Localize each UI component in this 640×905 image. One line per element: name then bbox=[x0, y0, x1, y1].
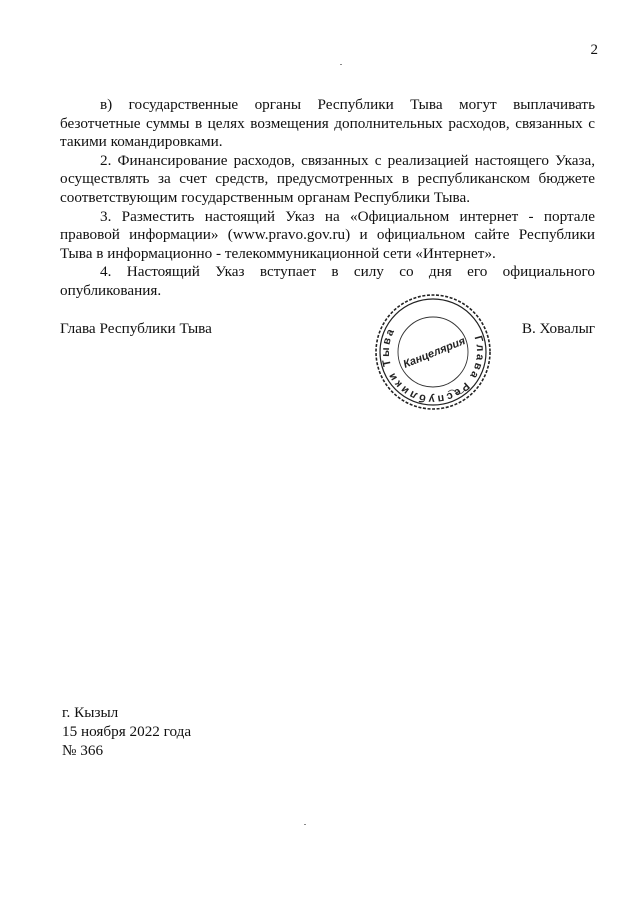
stamp-ring-text: Глава Республики Тыва bbox=[379, 325, 487, 406]
scan-speck bbox=[304, 824, 306, 825]
footer-date: 15 ноября 2022 года bbox=[62, 723, 192, 740]
footer-city: г. Кызыл bbox=[62, 704, 119, 721]
official-stamp bbox=[368, 292, 498, 412]
signatory-position: Глава Республики Тыва bbox=[60, 320, 212, 337]
signatory-name: В. Ховалыг bbox=[521, 320, 595, 337]
stamp-seal-icon bbox=[368, 292, 498, 412]
paragraph-4: 4. Настоящий Указ вступает в силу со дня его официального опубликования. bbox=[60, 263, 595, 299]
paragraph-1: в) государственные органы Республики Тыва могут выплачивать безотчетные суммы в целях возмещения дополнительных расходов, связанных с такими командировками. bbox=[60, 96, 595, 151]
scan-speck bbox=[340, 64, 342, 65]
svg-text:Глава Республики Тыва bbox=[380, 325, 486, 405]
footer-number: № 366 bbox=[62, 742, 104, 759]
decree-body bbox=[60, 96, 595, 301]
page-number: 2 bbox=[590, 42, 598, 58]
paragraph-3: 3. Разместить настоящий Указ на «Официальном интернет - портале правовой информации» (www.pravo.gov.ru) и официальном сайте Республики Тыва в информационно - телекоммуникационной сети «Интернет». bbox=[60, 207, 595, 262]
stamp-center-text: Канцелярия bbox=[401, 335, 468, 371]
paragraph-2: 2. Финансирование расходов, связанных с реализацией настоящего Указа, осуществлять за счет средств, предусмотренных в республиканском бюджете соответствующим государственным органам Республики Тыва. bbox=[60, 151, 595, 206]
document-footer bbox=[62, 703, 191, 760]
